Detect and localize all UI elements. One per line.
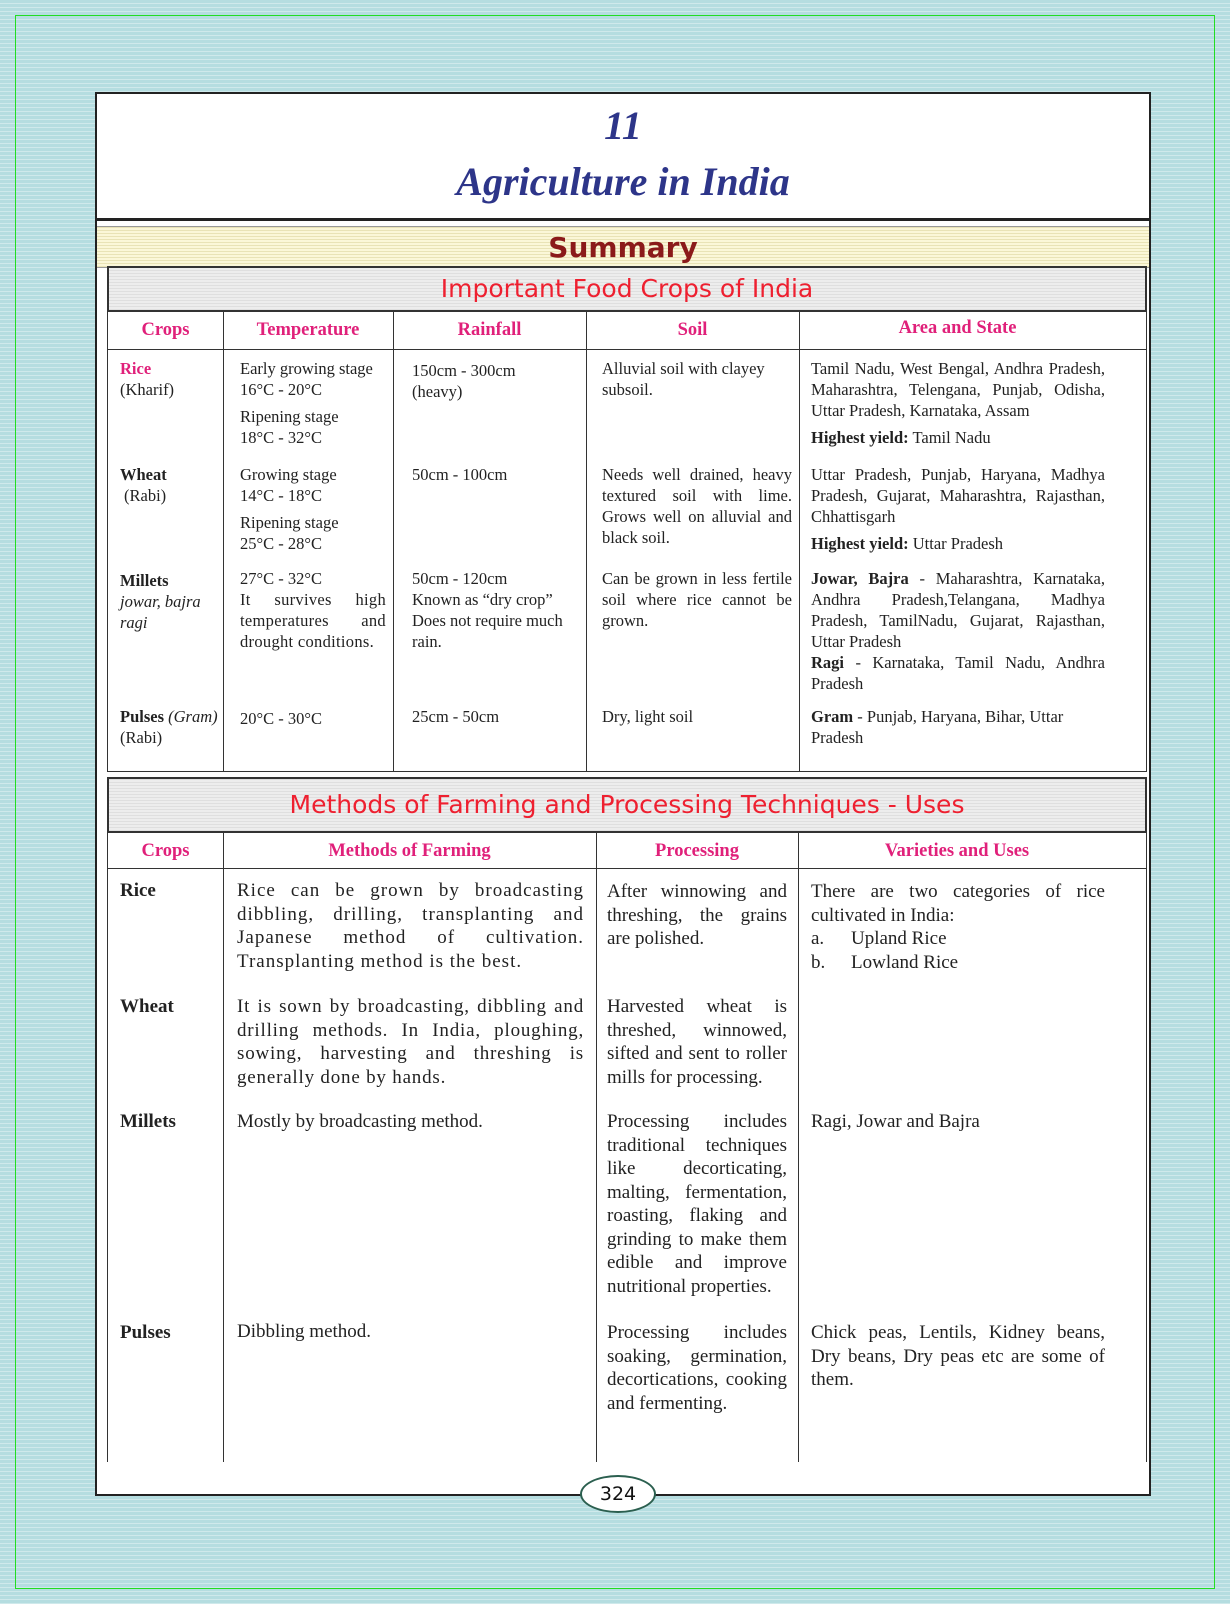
col-varieties-uses: Varieties and Uses — [884, 841, 1030, 861]
column-divider — [798, 833, 799, 1462]
area-label: Jowar, Bajra — [811, 569, 909, 588]
millets-processing: Processing includes traditional techniques like decorticating, malting, fermentation, roasting, flaking and grinding to make them edible and improve nutritional properties. — [607, 1111, 787, 1297]
crop-season: (Rabi) — [120, 728, 163, 747]
column-divider — [586, 312, 587, 772]
crop-season: (Rabi) — [124, 486, 167, 505]
rice-temperature — [240, 358, 390, 448]
rainfall-value: 150cm - 300cm — [412, 361, 516, 380]
crop-varieties: jowar, bajra ragi — [120, 592, 201, 632]
page-number: 324 — [580, 1475, 656, 1513]
pulses-temperature: 20°C - 30°C — [240, 709, 322, 728]
wheat-farming: It is sown by broadcasting, dibbling and drilling methods. In India, ploughing, sowing, harvesting and threshing is generally done by hands. — [237, 996, 584, 1088]
rainfall-note: Known as “dry crop” Does not require much rain. — [412, 590, 563, 651]
crop-millets — [120, 570, 220, 633]
list-text: Lowland Rice — [851, 951, 959, 973]
crop-name: Pulses — [120, 707, 165, 726]
crop-name: Rice — [120, 359, 152, 378]
col-methods-of-farming: Methods of Farming — [328, 841, 491, 861]
yield-label: Highest yield: — [811, 428, 909, 447]
rice-uses — [811, 880, 1105, 974]
millets-area — [811, 568, 1105, 694]
title-divider — [97, 218, 1149, 221]
col-soil: Soil — [677, 320, 708, 340]
temp-value: 18°C - 32°C — [240, 428, 322, 447]
area-label: Gram — [811, 707, 854, 726]
methods-heading-text: Methods of Farming and Processing Techniques - Uses — [289, 790, 965, 819]
rice-area — [811, 358, 1105, 448]
crop-pulses — [120, 706, 228, 748]
book-page — [95, 92, 1151, 1496]
millets-farming: Mostly by broadcasting method. — [237, 1111, 483, 1132]
col-area-state: Area and State — [898, 318, 1017, 338]
rice-rainfall — [412, 360, 582, 402]
column-divider — [393, 312, 394, 772]
col-crops: Crops — [141, 320, 190, 340]
wheat-soil: Needs well drained, heavy textured soil with lime. Grows well on alluvial and black soil. — [602, 465, 792, 547]
methods-crop-millets: Millets — [120, 1111, 176, 1132]
table-header-row — [108, 833, 1146, 869]
col-crops: Crops — [141, 841, 190, 861]
rice-farming: Rice can be grown by broadcasting dibbling, drilling, transplanting and Japanese method of cultivation. Transplanting method is the best. — [237, 880, 584, 972]
list-item — [811, 951, 1105, 975]
crop-variety: (Gram) — [168, 707, 218, 726]
table-header-row — [108, 312, 1146, 350]
area-states: - Karnataka, Tamil Nadu, Andhra Pradesh — [811, 653, 1105, 693]
methods-heading — [107, 777, 1147, 833]
temp-note: It survives high temperatures and drought conditions. — [240, 590, 386, 651]
chapter-number: 11 — [604, 103, 642, 148]
yield-value: Uttar Pradesh — [912, 534, 1004, 553]
area-states: Uttar Pradesh, Punjab, Haryana, Madhya Pradesh, Gujarat, Maharashtra, Rajasthan, Chhattisgarh — [811, 465, 1105, 526]
crop-wheat — [120, 464, 220, 506]
summary-label: Summary — [548, 231, 698, 264]
rice-processing: After winnowing and threshing, the grains are polished. — [607, 881, 787, 949]
crop-name: Wheat — [120, 465, 167, 484]
column-divider — [223, 312, 224, 772]
column-divider — [799, 312, 800, 772]
temp-stage-label: Ripening stage — [240, 513, 339, 532]
col-rainfall: Rainfall — [457, 320, 522, 340]
yield-label: Highest yield: — [811, 534, 909, 553]
uses-text: There are two categories of rice cultivated in India: — [811, 881, 1105, 926]
list-item — [811, 927, 1105, 951]
food-crops-heading-text: Important Food Crops of India — [440, 274, 814, 303]
millets-rainfall — [412, 568, 584, 652]
area-states: - Punjab, Haryana, Bihar, Uttar Pradesh — [811, 707, 1064, 747]
methods-crop-wheat: Wheat — [120, 996, 174, 1017]
rainfall-value: 50cm - 120cm — [412, 569, 508, 588]
crop-name: Millets — [120, 571, 169, 590]
pulses-area — [811, 706, 1105, 748]
temp-value: 25°C - 28°C — [240, 534, 322, 553]
temp-stage-label: Early growing stage — [240, 359, 373, 378]
summary-banner — [97, 226, 1149, 268]
millets-temperature — [240, 568, 386, 652]
crop-rice — [120, 358, 220, 400]
rice-soil: Alluvial soil with clayey subsoil. — [602, 359, 765, 399]
temp-value: 14°C - 18°C — [240, 486, 322, 505]
methods-table — [107, 833, 1147, 1462]
temp-stage-label: Growing stage — [240, 465, 337, 484]
column-divider — [596, 833, 597, 1462]
millets-uses: Ragi, Jowar and Bajra — [811, 1111, 980, 1132]
crop-season: (Kharif) — [120, 380, 175, 399]
wheat-area — [811, 464, 1105, 554]
pulses-soil: Dry, light soil — [602, 707, 694, 726]
food-crops-table — [107, 312, 1147, 772]
temp-stage-label: Ripening stage — [240, 407, 339, 426]
yield-value: Tamil Nadu — [912, 428, 991, 447]
pulses-farming: Dibbling method. — [237, 1321, 372, 1342]
wheat-rainfall: 50cm - 100cm — [412, 465, 508, 484]
pulses-uses: Chick peas, Lentils, Kidney beans, Dry beans, Dry peas etc are some of them. — [811, 1322, 1105, 1390]
wheat-processing: Harvested wheat is threshed, winnowed, sifted and sent to roller mills for processing. — [607, 996, 787, 1088]
methods-crop-pulses: Pulses — [120, 1322, 171, 1343]
area-label: Ragi — [811, 653, 844, 672]
temp-value: 27°C - 32°C — [240, 569, 322, 588]
col-temperature: Temperature — [256, 320, 360, 340]
millets-soil: Can be grown in less fertile soil where rice cannot be grown. — [602, 569, 792, 630]
column-divider — [223, 833, 224, 1462]
chapter-title: Agriculture in India — [456, 159, 790, 204]
area-states: - Maharashtra, Karnataka, Andhra Pradesh,Telangana, Madhya Pradesh, TamilNadu, Gujarat, Rajasthan, Uttar Pradesh — [811, 569, 1105, 651]
pulses-processing: Processing includes soaking, germination, decortications, cooking and fermenting. — [607, 1322, 787, 1414]
list-marker: a. — [811, 928, 825, 949]
col-processing: Processing — [655, 841, 739, 861]
list-text: Upland Rice — [851, 928, 947, 949]
wheat-temperature — [240, 464, 390, 554]
methods-crop-rice: Rice — [120, 880, 156, 901]
area-states: Tamil Nadu, West Bengal, Andhra Pradesh, Maharashtra, Telengana, Punjab, Odisha, Uttar Pradesh, Karnataka, Assam — [811, 359, 1105, 420]
pulses-rainfall: 25cm - 50cm — [412, 707, 500, 726]
list-marker: b. — [811, 951, 826, 973]
rainfall-note: (heavy) — [412, 382, 463, 401]
food-crops-heading — [107, 266, 1147, 312]
temp-value: 16°C - 20°C — [240, 380, 322, 399]
